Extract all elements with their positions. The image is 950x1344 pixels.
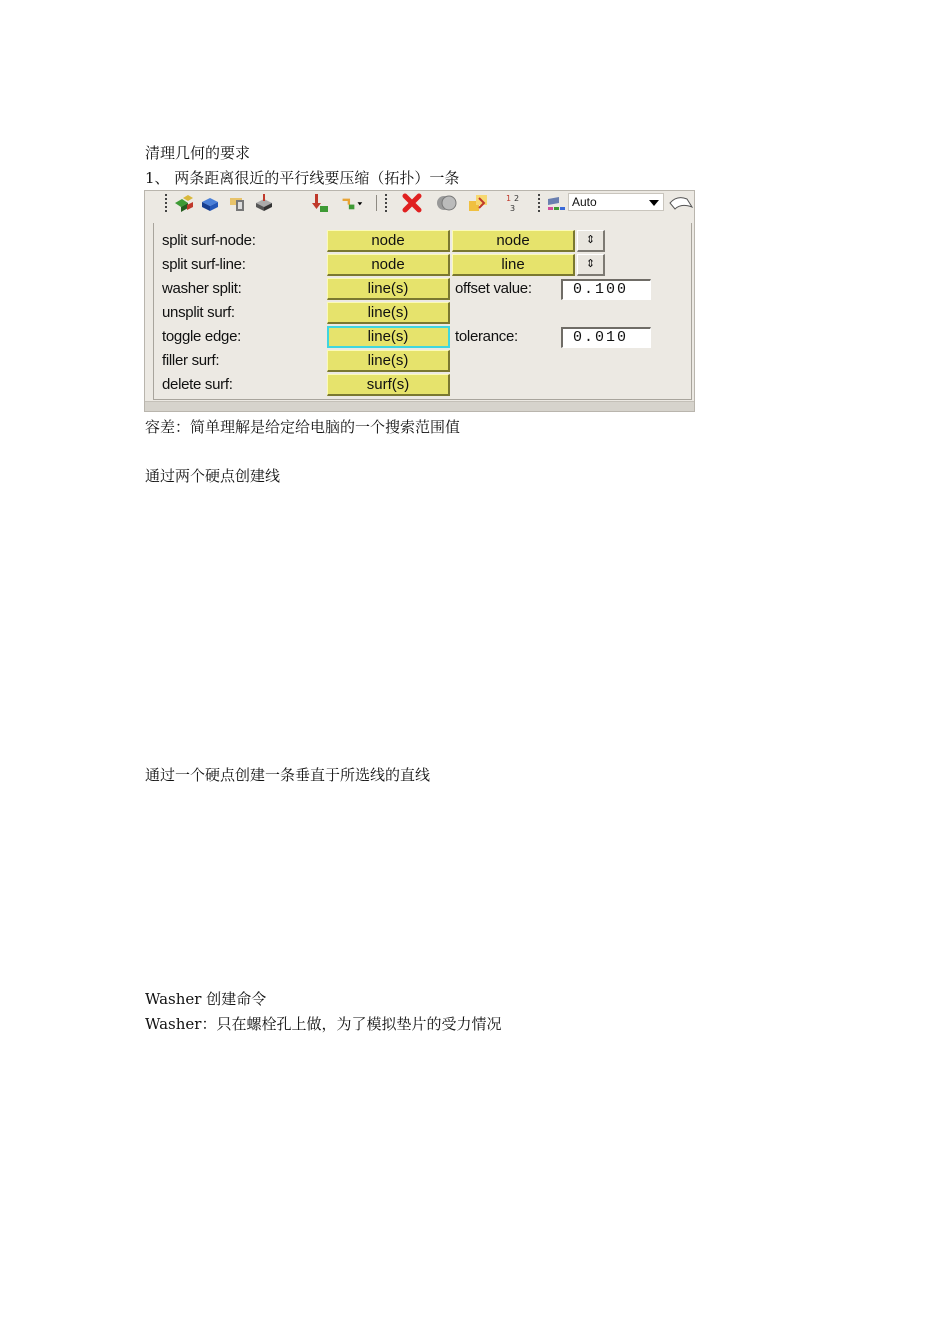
tolerance-input[interactable]: 0.010 (561, 327, 651, 348)
washer-split-label: washer split: (162, 280, 242, 297)
washer-split-lines-button[interactable]: line(s) (327, 278, 450, 300)
offset-value-label: offset value: (455, 280, 532, 297)
toolbar-grip[interactable] (385, 194, 387, 212)
delete-surf-label: delete surf: (162, 376, 233, 393)
tolerance-note: 容差：简单理解是给定给电脑的一个搜索范围值 (145, 418, 461, 436)
svg-text:1: 1 (506, 194, 512, 203)
svg-text:3: 3 (510, 204, 516, 213)
split-surf-node-node-button-2[interactable]: node (452, 230, 575, 252)
split-surf-node-label: split surf-node: (162, 232, 256, 249)
split-surf-node-node-button-1[interactable]: node (327, 230, 450, 252)
view-icon[interactable] (545, 193, 567, 213)
split-surf-line-label: split surf-line: (162, 256, 246, 273)
svg-text:2: 2 (514, 194, 520, 203)
display-mode-select[interactable] (568, 193, 664, 211)
toolbar-grip[interactable] (165, 194, 167, 212)
edit-icon[interactable] (253, 193, 275, 213)
import-icon[interactable] (309, 193, 331, 213)
toolbar-grip[interactable] (538, 194, 540, 212)
delete-surf-surfs-button[interactable]: surf(s) (327, 374, 450, 396)
split-surf-line-line-button[interactable]: line (452, 254, 575, 276)
unsplit-surf-lines-button[interactable]: line(s) (327, 302, 450, 324)
geom-edit-panel (144, 190, 695, 412)
geometry-icon[interactable] (227, 193, 249, 213)
washer-description-text: Washer：只在螺栓孔上做，为了模拟垫片的受力情况 (145, 1015, 502, 1033)
swap-arrows-icon[interactable]: ⇕ (577, 230, 605, 252)
numbering-icon[interactable] (503, 193, 525, 213)
surface-tool-icon[interactable] (667, 193, 695, 213)
washer-command-text: Washer 创建命令 (145, 990, 267, 1008)
toggle-edge-label: toggle edge: (162, 328, 241, 345)
move-icon[interactable] (467, 193, 489, 213)
filler-surf-lines-button[interactable]: line(s) (327, 350, 450, 372)
panel-bottom-strip (145, 401, 694, 411)
display-mode-value: Auto (572, 195, 597, 209)
chevron-down-icon (649, 200, 659, 206)
heading: 清理几何的要求 (145, 144, 251, 162)
line-perpendicular-text: 通过一个硬点创建一条垂直于所选线的直线 (145, 766, 431, 784)
swap-arrows-icon[interactable]: ⇕ (577, 254, 605, 276)
item-1: 1、 两条距离很近的平行线要压缩（拓扑）一条 (145, 169, 460, 187)
surfaces-icon[interactable] (173, 193, 195, 213)
curve-icon[interactable] (341, 193, 363, 213)
toolbar-separator (376, 195, 377, 211)
copy-icon[interactable] (435, 193, 457, 213)
toggle-edge-lines-button[interactable]: line(s) (327, 326, 450, 348)
unsplit-surf-label: unsplit surf: (162, 304, 235, 321)
split-surf-line-node-button[interactable]: node (327, 254, 450, 276)
filler-surf-label: filler surf: (162, 352, 220, 369)
delete-icon[interactable] (401, 193, 423, 213)
offset-value-input[interactable]: 0.100 (561, 279, 651, 300)
line-two-points-text: 通过两个硬点创建线 (145, 467, 281, 485)
toolbar (145, 191, 694, 215)
solid-icon[interactable] (199, 193, 221, 213)
tolerance-label: tolerance: (455, 328, 518, 345)
